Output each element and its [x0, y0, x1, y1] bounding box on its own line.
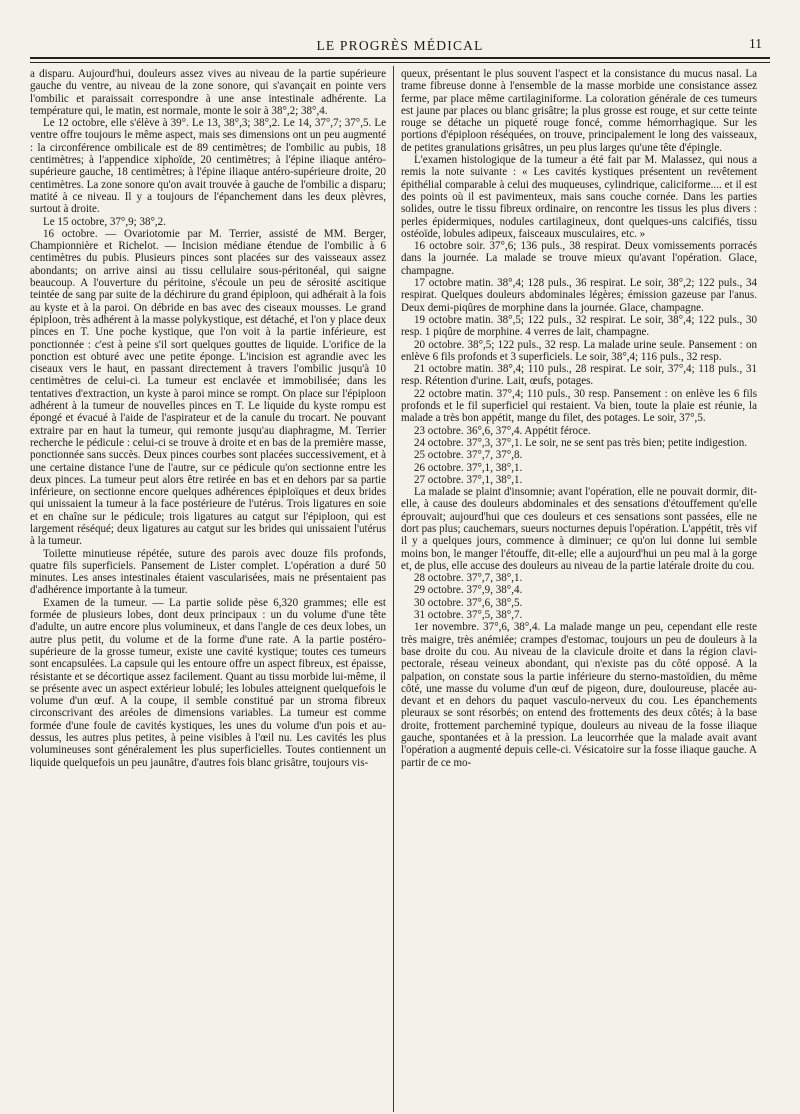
- paragraph: 1er novembre. 37°,6, 38°,4. La malade mange un peu, cependant elle reste très maigre, très anémiée; crampes d'estomac, toujours un peu de douleurs à la base droite du cou. Au niveau de la clavicule droite et dans la région clavi-pectorale, réseau veineux abondant, qui n'existe pas du côté opposé. A la palpation, on constate sous la partie inférieure du sterno-mastoïdien, du même côté, une masse du volume d'un œuf de pigeon, dure, douloureuse, placée au-devant et en dehors du paquet vasculo-nerveux du cou. Les épanchements pleuraux se sont résorbés; on entend des frottements des deux côtés; à la base droite, frottement parcheminé typique, douleurs au niveau de la fosse iliaque gauche, spontanées et à la pression. La leucorrhée que la malade avait avant l'opération a augmenté depuis celle-ci. Vésicatoire sur la fosse iliaque gauche. A partir de ce mo-: [401, 621, 757, 769]
- paragraph: Le 15 octobre, 37°,9; 38°,2.: [43, 215, 166, 228]
- paragraph: 27 octobre. 37°,1, 38°,1.: [414, 473, 523, 486]
- paragraph: La malade se plaint d'insomnie; avant l'opération, elle ne pouvait dormir, dit-elle, à cause des douleurs abdominales et des sensations d'étouffement qu'elle éprouvait; aujourd'hui que ces douleurs et ces sensations sont passées, elle ne dort pas plus; cauchemars, sueurs nocturnes depuis l'opération. L'appétit, très vif il y a quelques jours, commence à diminuer; ce qu'on lui donne lui semble moins bon, le manger l'étouffe, dit-elle; elle a aujourd'hui un peu mal à la gorge et, de plus, elle accuse des douleurs au niveau de la partie latérale droite du cou.: [401, 486, 757, 572]
- paragraph: 19 octobre matin. 38°,5; 122 puls., 32 respirat. Le soir, 38°,4; 122 puls., 30 resp. 1 piqûre de morphine. 4 verres de lait, champagne.: [401, 313, 757, 339]
- paragraph: Le 12 octobre, elle s'élève à 39°. Le 13, 38°,3; 38°,2. Le 14, 37°,7; 37°,5. Le ventre offre toujours le même aspect, mais ses dimensions ont un peu augmenté : la circonférence ombilicale est de 89 centimètres; de l'ombilic au pubis, 18 centimètres; à l'appendice xiphoïde, 20 centimètres; à l'épine iliaque antéro-supérieure gauche, 18 centimètres; à l'épine iliaque antéro-supérieure droite, 20 centimètres. La zone sonore qu'on avait trouvée à gauche de l'ombilic a disparu; matité à ce niveau. Il y a toujours de l'épanchement dans les deux plèvres, surtout à droite.: [30, 117, 386, 216]
- paragraph: 16 octobre soir. 37°,6; 136 puls., 38 respirat. Deux vomissements porracés dans la journée. La malade se trouve mieux qu'avant l'opération. Glace, champagne.: [401, 240, 757, 277]
- paragraph: Toilette minutieuse répétée, suture des parois avec douze fils profonds, quatre fils superficiels. Pansement de Lister complet. L'opération a duré 50 minutes. Les anses intestinales étaient vascularisées, mais ne présentaient pas d'adhérence importante à la tumeur.: [30, 547, 386, 597]
- column-divider: [393, 66, 394, 1112]
- header-rule-thick: [30, 57, 770, 59]
- paragraph: 17 octobre matin. 38°,4; 128 puls., 36 respirat. Le soir, 38°,2; 122 puls., 34 respirat. Quelques douleurs abdominales légères; émission gazeuse par l'anus. Deux demi-piqûres de morphine dans la journée. Glace, champagne.: [401, 277, 757, 314]
- left-column: [30, 68, 386, 1108]
- journal-title: LE PROGRÈS MÉDICAL: [316, 38, 484, 53]
- paragraph: 24 octobre. 37°,3, 37°,1. Le soir, ne se sent pas très bien; petite indigestion.: [414, 436, 747, 449]
- paragraph: 16 octobre. — Ovariotomie par M. Terrier, assisté de MM. Berger, Championnière et Richelot. — Incision médiane étendue de l'ombilic à 6 centimètres du pubis. Plusieurs pinces sont placées sur des vaisseaux assez abondants; on arrive ainsi au tissu cellulaire sous-péritonéal, qui saigne beaucoup. A l'ouverture du péritoine, s'écoule un peu de sérosité ascitique teintée de sang par suite de la déchirure du grand épiploon, qui adhérait à la fois au kyste et à la paroi. On débride en bas avec des ciseaux mousses. Le grand épiploon, très adhérent à la masse polykystique, est détaché, et l'on y place deux pinces en T. Une poche kystique, que l'on voit à la partie inférieure, est ponctionnée : c'est à peine s'il sort quelques gouttes de liquide. L'orifice de la ponction est obturé avec une petite éponge. L'incision est agrandie avec les ciseaux vers le haut, en passant directement à travers l'ombilic jusqu'à 10 centimètres de celui-ci. La tumeur est enclavée et immobilisée; dans les tentatives d'extraction, un kyste à paroi mince se rompt. On place sur l'épiploon adhérent à la tumeur de nouvelles pinces en T. Le liquide du kyste rompu est épongé et évacué à l'aide de l'aspirateur et de la canule du trocart. Ne pouvant extraire par en haut la tumeur, qui remonte jusqu'au diaphragme, M. Terrier recherche le pédicule : celui-ci se trouve à droite et en bas de la première masse, ponctionnée sans succès. Deux pinces courbes sont placées successivement, et à une certaine distance l'une de l'autre, sur ce pédicule qu'on sectionne entre les deux pinces. La tumeur peut alors être retirée en bas et en dehors par sa partie inférieure, on sectionne encore quelques adhérences épiploïques et deux brides qui unissaient la tumeur à la face postérieure de l'utérus. Trois ligatures en soie et en chaîne sur le pédicule; trois ligatures au catgut sur l'épiploon, qui est largement réséqué; deux ligatures au catgut sur les brides qui unissaient l'utérus à la tumeur.: [30, 227, 386, 548]
- paragraph: Examen de la tumeur. — La partie solide pèse 6,320 grammes; elle est formée de plusieurs lobes, dont deux principaux : un du volume d'une tête d'adulte, un autre encore plus volumineux, et dans l'angle de ces deux lobes, un autre plus petit, du volume et de la forme d'une rate. A la partie postéro-supérieure de la grosse tumeur, existe une cavité kystique; toutes ces tumeurs sont encapsulées. La capsule qui les entoure offre un aspect fibreux, est épaisse, résistante et se décortique assez facilement. Quant au tissu morbide lui-même, il se présente avec un aspect extérieur lobulé; les lobules atteignent quelquefois le volume d'un œuf. A la coupe, il semble constitué par un stroma fibreux circonscrivant des aréoles de dimensions variables. La tumeur est comme formée d'une foule de cavités kystiques, les unes du volume d'un pois et au-dessus, les autres plus petites, à peine visibles à l'œil nu. Les cavités les plus volumineuses sont généralement les plus superficielles. Toutes contiennent un liquide quelquefois un peu jaunâtre, d'autres fois blanc grisâtre, toujours vis-: [30, 596, 386, 769]
- paragraph: L'examen histologique de la tumeur a été fait par M. Malassez, qui nous a remis la note suivante : « Les cavités kystiques présentent un revêtement épithélial comparable à celui des muqueuses, cylindrique, caliciforme.... et il est des points où il est pavimenteux, mais sans couche cornée. Dans les parties solides, outre le tissu fibreux ordinaire, on rencontre les tissus les plus divers : perles épidermiques, nodules cartilagineux, dont quelques-uns calcifiés, tissu ostéoïde, lobules adipeux, faisceaux musculaires, etc. »: [401, 154, 757, 240]
- paragraph: 20 octobre. 38°,5; 122 puls., 32 resp. La malade urine seule. Pansement : on enlève 6 fils profonds et 3 superficiels. Le soir, 38°,4; 116 puls., 32 resp.: [401, 338, 757, 363]
- paragraph: 30 octobre. 37°,6, 38°,5.: [414, 596, 523, 609]
- page-header: [30, 32, 770, 54]
- paragraph: a disparu. Aujourd'hui, douleurs assez vives au niveau de la partie supérieure gauche du ventre, au niveau de la zone sonore, qui s'avançait en pointe vers l'ombilic et paraissait correspondre à une anse intestinale adhérente. La température qui, le matin, est normale, monte le soir à 38°,2; 38°,4.: [30, 68, 386, 117]
- paragraph: 25 octobre. 37°,7, 37°,8.: [414, 449, 523, 462]
- paragraph: 26 octobre. 37°,1, 38°,1.: [414, 461, 523, 474]
- paragraph: 23 octobre. 36°,6, 37°,4. Appétit féroce.: [414, 424, 591, 437]
- paragraph: 22 octobre matin. 37°,4; 110 puls., 30 resp. Pansement : on enlève les 6 fils profonds et le fil superficiel qui restaient. Va bien, toute la plaie est réunie, la malade a très bon appétit, mange du filet, des potages. Le soir, 37°,5.: [401, 387, 757, 425]
- paragraph: 31 octobre. 37°,5, 38°,7.: [414, 609, 523, 622]
- paragraph: 21 octobre matin. 38°,4; 110 puls., 28 respirat. Le soir, 37°,4; 118 puls., 31 resp. Rétention d'urine. Lait, œufs, potages.: [401, 363, 757, 388]
- header-rule-thin: [30, 62, 770, 63]
- paragraph: queux, présentant le plus souvent l'aspect et la consistance du mucus nasal. La trame fibreuse donne à l'ensemble de la masse morbide une consistance assez ferme, par place même cartilaginiforme. La coloration générale de ces tumeurs est jaune par places ou blanc grisâtre; la plus grosse est rouge, et sur cette teinte rouge se détache un piqueté rouge foncé, comme hémorrhagique. Sur les portions d'épiploon réséquées, on trouve, principalement le long des vaisseaux, de petites granulations grisâtres, un peu plus larges qu'une tête d'épingle.: [401, 68, 757, 154]
- paragraph: 29 octobre. 37°,9, 38°,4.: [414, 584, 523, 597]
- paragraph: 28 octobre. 37°,7, 38°,1.: [414, 572, 523, 585]
- page-number: 11: [749, 36, 762, 51]
- right-column: [401, 68, 757, 1108]
